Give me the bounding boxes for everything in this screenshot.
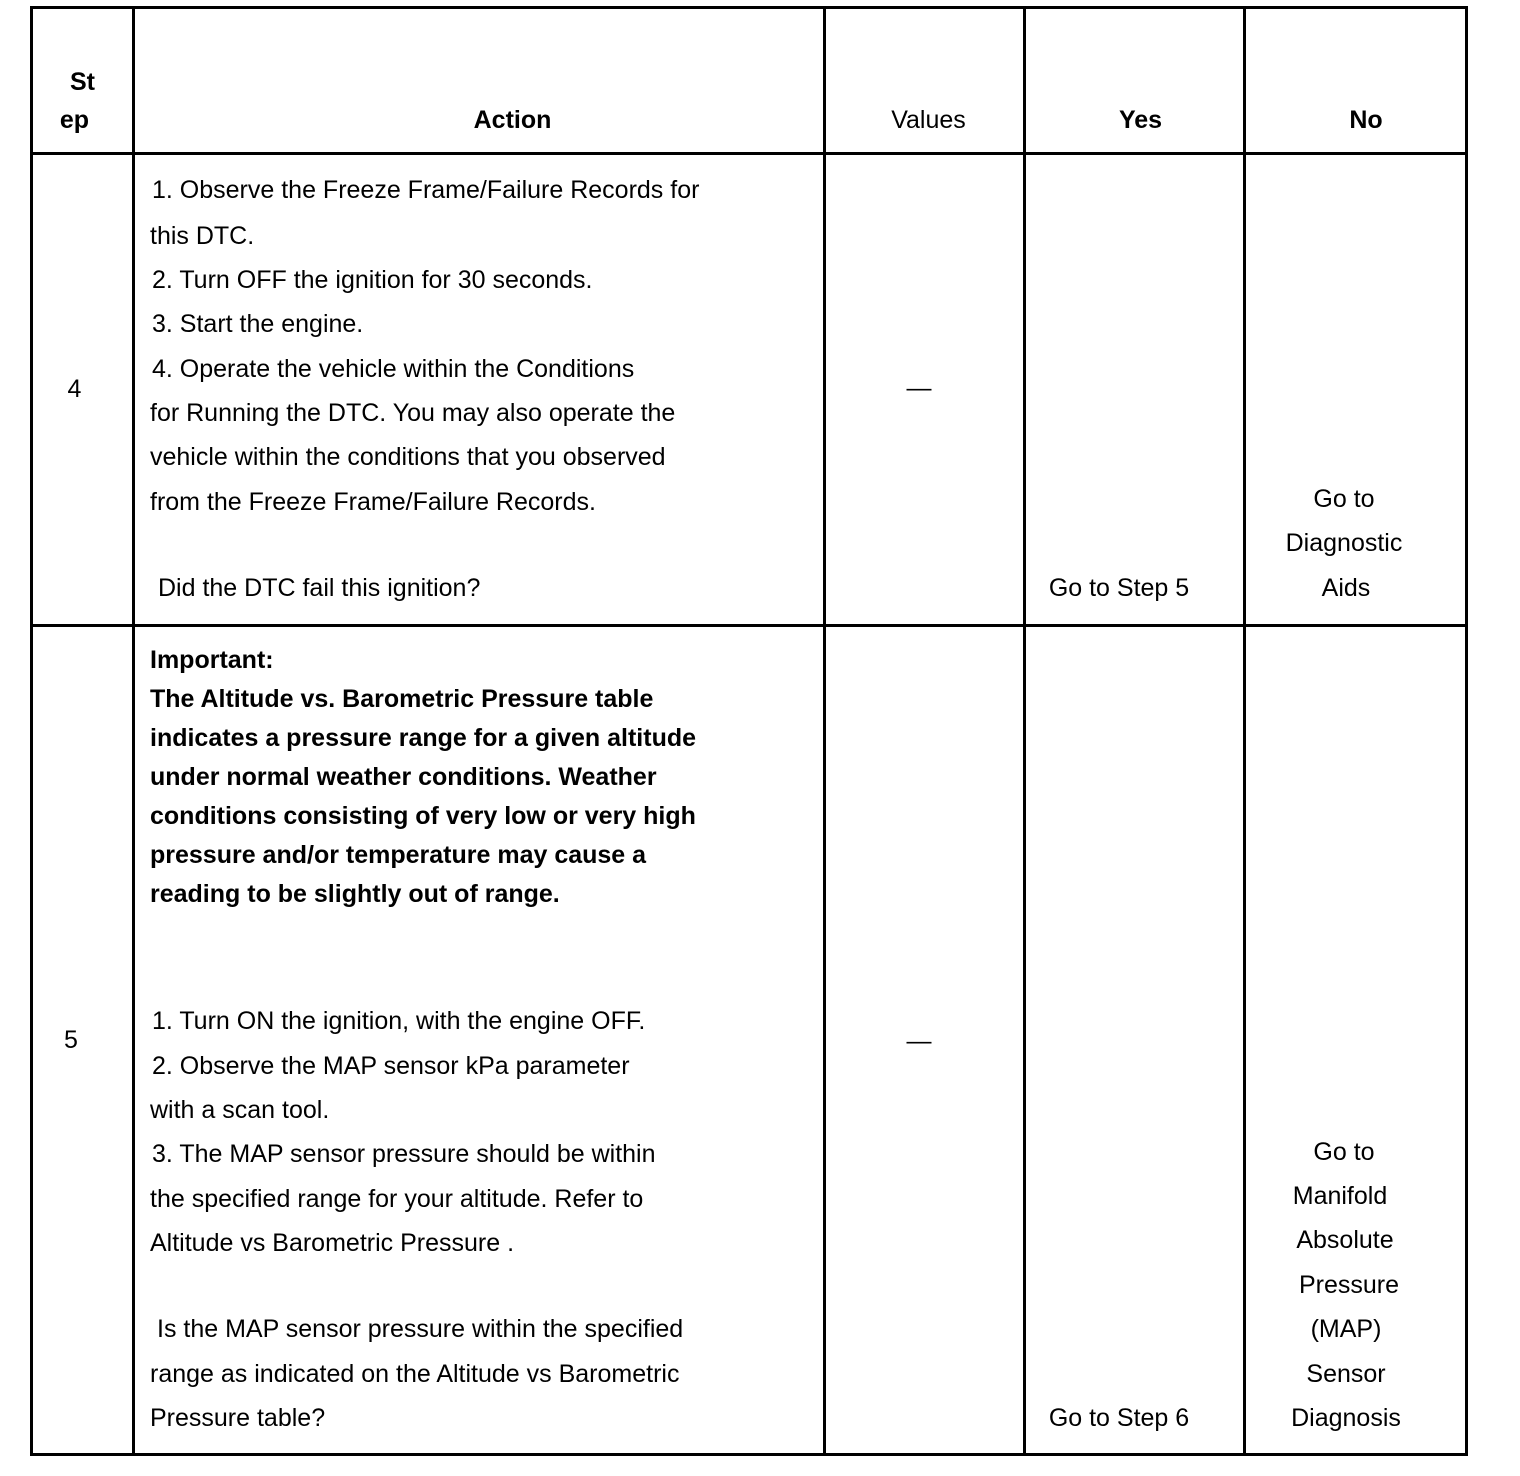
action-line: Altitude vs Barometric Pressure . (150, 1229, 515, 1257)
action-line: 3. Start the engine. (152, 310, 364, 338)
header-step-part1: St (70, 68, 95, 96)
action-line: vehicle within the conditions that you observed (150, 443, 666, 471)
header-action: Action (473, 106, 552, 134)
important-note-line: conditions consisting of very low or very high (150, 802, 696, 830)
yes-cell: Go to Step 5 (1048, 574, 1190, 602)
action-line: 2. Observe the MAP sensor kPa parameter (152, 1052, 630, 1080)
no-cell-line: Absolute (1296, 1226, 1394, 1254)
action-line: the specified range for your altitude. Refer to (150, 1185, 644, 1213)
action-question-line: Pressure table? (150, 1404, 326, 1432)
no-cell-line: Go to (1313, 1138, 1375, 1166)
action-line: for Running the DTC. You may also operate the (150, 399, 676, 427)
header-yes: Yes (1118, 106, 1163, 134)
table-border-bottom (30, 1453, 1468, 1456)
column-divider-step-action (132, 6, 135, 1456)
important-note-line: pressure and/or temperature may cause a (150, 841, 647, 869)
column-divider-values-yes (1023, 6, 1026, 1456)
action-question-line: range as indicated on the Altitude vs Barometric (150, 1360, 680, 1388)
no-cell-line: Go to (1313, 485, 1375, 513)
no-cell-line: (MAP) (1310, 1315, 1382, 1343)
action-line: this DTC. (150, 222, 255, 250)
no-cell-line: Pressure (1298, 1271, 1400, 1299)
action-line: 4. Operate the vehicle within the Conditions (152, 355, 635, 383)
no-cell-line: Sensor (1306, 1360, 1386, 1388)
column-divider-right (1465, 6, 1468, 1456)
no-cell-line: Manifold (1292, 1182, 1388, 1210)
important-note-line: The Altitude vs. Barometric Pressure table (150, 685, 654, 713)
yes-cell: Go to Step 6 (1048, 1404, 1190, 1432)
values-cell: — (906, 1027, 932, 1055)
action-line: with a scan tool. (150, 1096, 330, 1124)
header-step-part2: ep (59, 106, 90, 134)
important-note-line: reading to be slightly out of range. (150, 880, 560, 908)
header-divider (30, 152, 1468, 155)
values-cell: — (906, 374, 932, 402)
step-number: 4 (67, 375, 82, 403)
action-line: from the Freeze Frame/Failure Records. (150, 488, 596, 516)
action-line: 3. The MAP sensor pressure should be within (152, 1140, 656, 1168)
action-question: Did the DTC fail this ignition? (158, 574, 481, 602)
action-line: 1. Turn ON the ignition, with the engine OFF. (152, 1007, 646, 1035)
important-note-line: under normal weather conditions. Weather (150, 763, 657, 791)
no-cell-line: Aids (1321, 574, 1371, 602)
no-cell-line: Diagnostic (1285, 529, 1403, 557)
header-no: No (1349, 106, 1383, 134)
no-cell-line: Diagnosis (1291, 1404, 1401, 1432)
important-label: Important: (150, 646, 274, 674)
action-line: 2. Turn OFF the ignition for 30 seconds. (152, 266, 593, 294)
important-note-line: indicates a pressure range for a given altitude (150, 724, 697, 752)
action-question-line: Is the MAP sensor pressure within the specified (157, 1315, 684, 1343)
step-number: 5 (64, 1026, 78, 1054)
column-divider-action-values (823, 6, 826, 1456)
row-divider (30, 624, 1468, 627)
table-border-top (30, 6, 1468, 9)
column-divider-left (30, 6, 33, 1456)
header-values: Values (891, 106, 966, 134)
action-line: 1. Observe the Freeze Frame/Failure Records for (152, 176, 700, 204)
